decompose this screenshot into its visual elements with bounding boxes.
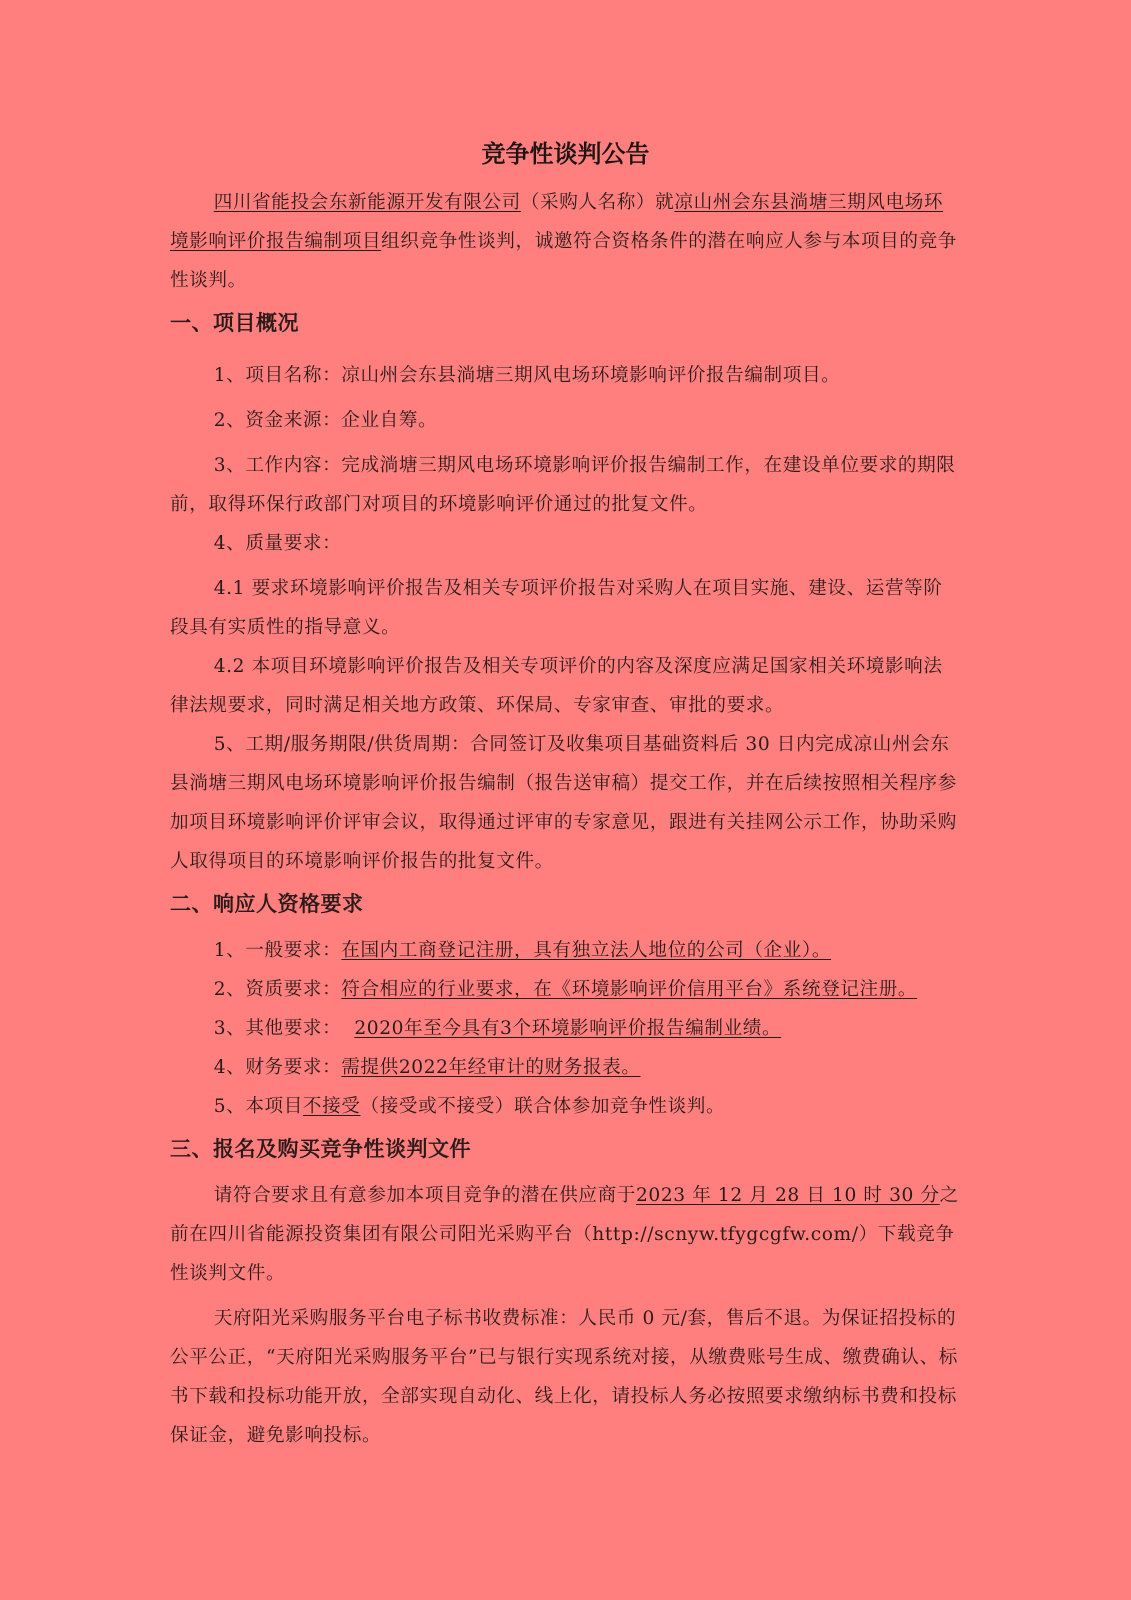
consortium-note: （接受或不接受）联合体参加竞争性谈判。 [360,1096,726,1117]
qualification-item [170,931,960,970]
qualification-value: 符合相应的行业要求，在《环境影响评价信用平台》系统登记注册。 [341,979,918,1000]
qualification-value: 在国内工商登记注册，具有独立法人地位的公司（企业）。 [341,940,832,961]
fee-paragraph: 天府阳光采购服务平台电子标书收费标准：人民币 0 元/套，售后不退。为保证招投标的公平公正，“天府阳光采购服务平台”已与银行实现系统对接，从缴费账号生成、缴费确认、标书下载和投标功能开放，全部实现自动化、线上化，请投标人务必按照要求缴纳标书费和投标保证金，避免影响投标。 [170,1308,958,1446]
qualification-label: 1、一般要求： [213,940,342,961]
overview-item: 4.1 要求环境影响评价报告及相关专项评价报告对采购人在项目实施、建设、运营等阶段具有实质性的指导意义。 [170,578,943,638]
consortium-label: 5、本项目 [213,1096,303,1117]
overview-item: 4.2 本项目环境影响评价报告及相关专项评价的内容及深度应满足国家相关环境影响法律法规要求，同时满足相关地方政策、环保局、专家审查、审批的要求。 [170,656,943,716]
consortium-value: 不接受 [302,1096,361,1117]
qualification-item [170,1009,960,1048]
qualification-item [170,970,960,1009]
project-name: 凉山州会东县淌塘三期风电场环境影响评价报告编制项目 [170,192,944,252]
document-title: 竞争性谈判公告 [481,140,650,168]
section-heading-qualification: 二、响应人资格要求 [170,892,364,916]
qualification-label: 4、财务要求： [213,1057,342,1078]
section-heading-overview: 一、项目概况 [170,311,299,335]
registration-text: 请符合要求且有意参加本项目竞争的潜在供应商于 [213,1185,636,1206]
qualification-label: 3、其他要求： [213,1018,342,1039]
registration-deadline: 2023 年 12 月 28 日 10 时 30 分 [635,1185,940,1206]
section-heading-registration: 三、报名及购买竞争性谈判文件 [170,1137,471,1161]
qualification-value: 2020年至今具有3个环境影响评价报告编制业绩。 [354,1018,782,1039]
registration-text-after: 之前在四川省能源投资集团有限公司阳光采购平台（http://scnyw.tfygcgfw.com/）下载竞争性谈判文件。 [170,1185,959,1284]
qualification-value: 需提供2022年经审计的财务报表。 [341,1057,641,1078]
purchaser-note: （采购人名称）就 [520,192,675,213]
qualification-item [170,1087,960,1126]
overview-item: 5、工期/服务期限/供货周期：合同签订及收集项目基础资料后 30 日内完成凉山州会东县淌塘三期风电场环境影响评价报告编制（报告送审稿）提交工作，并在后续按照相关程序参加项目环境影响评价评审会议，取得通过评审的专家意见，跟进有关挂网公示工作，协助采购人取得项目的环境影响评价报告的批复文件。 [170,734,957,872]
overview-item: 1、项目名称：凉山州会东县淌塘三期风电场环境影响评价报告编制项目。 [213,365,841,386]
registration-paragraph [170,1176,960,1293]
qualification-item [170,1048,960,1087]
overview-item: 2、资金来源：企业自筹。 [213,410,438,431]
overview-item: 4、质量要求： [213,533,342,554]
qualification-label: 2、资质要求： [213,979,342,1000]
purchaser-name: 四川省能投会东新能源开发有限公司 [213,192,521,213]
document-body [170,183,960,1455]
overview-item: 3、工作内容：完成淌塘三期风电场环境影响评价报告编制工作，在建设单位要求的期限前，取得环保行政部门对项目的环境影响评价通过的批复文件。 [170,455,956,515]
intro-paragraph [170,183,960,300]
intro-rest: 组织竞争性谈判，诚邀符合资格条件的潜在响应人参与本项目的竞争性谈判。 [170,231,957,291]
